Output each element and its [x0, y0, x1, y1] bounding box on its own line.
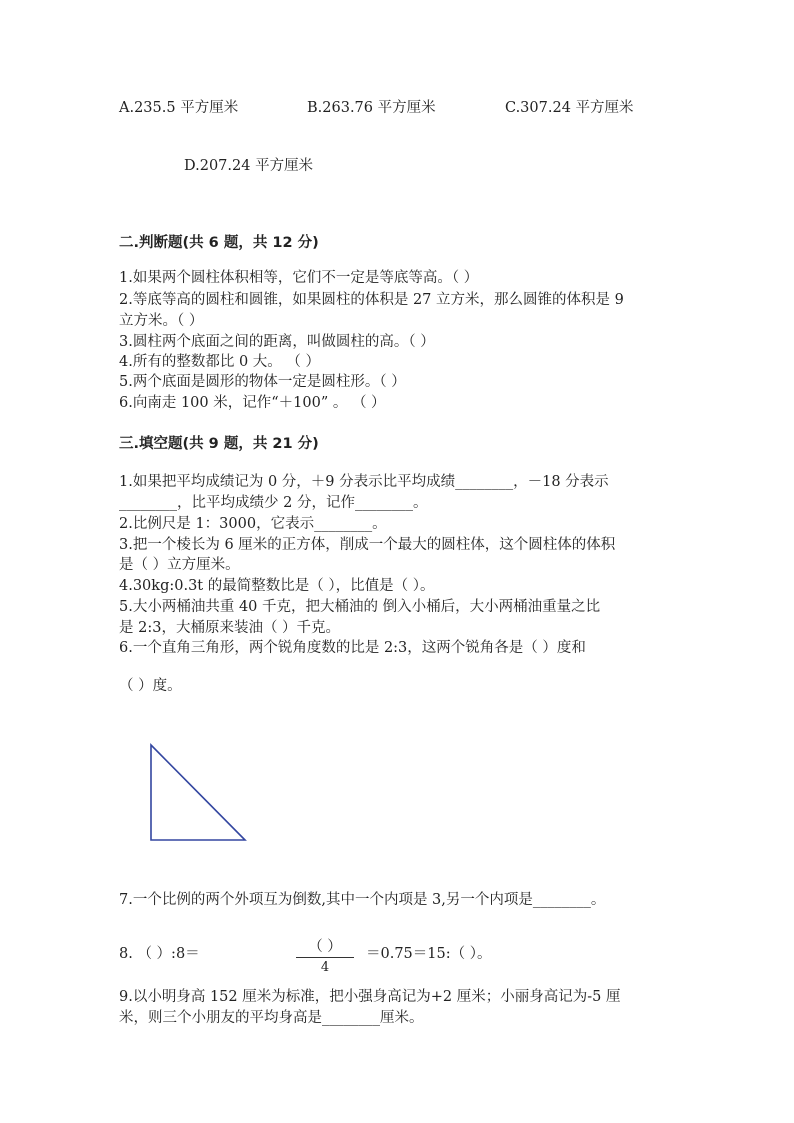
fill-item-1: 1.如果把平均成绩记为 0 分，＋9 分表示比平均成绩________，－18 分表示: [119, 474, 609, 490]
judge-item-6: 6.向南走 100 米，记作“＋100” 。 （ ）: [119, 395, 386, 411]
judge-item-3: 3.圆柱两个底面之间的距离，叫做圆柱的高。（ ）: [119, 334, 435, 350]
fill-item-8-left: 8. （ ）:8＝: [119, 946, 200, 962]
fill-item-2: 2.比例尺是 1：3000，它表示________。: [119, 516, 387, 532]
fill-item-9: 9.以小明身高 152 厘米为标准，把小强身高记为+2 厘米；小丽身高记为-5 厘: [119, 989, 621, 1005]
right-triangle-figure: [145, 740, 255, 846]
fill-item-9-cont: 米，则三个小朋友的平均身高是________厘米。: [119, 1010, 424, 1026]
fill-item-5: 5.大小两桶油共重 40 千克，把大桶油的 倒入小桶后，大小两桶油重量之比: [119, 599, 601, 615]
fill-item-3-cont: 是（ ）立方厘米。: [119, 557, 240, 573]
fill-item-6: 6.一个直角三角形，两个锐角度数的比是 2:3，这两个锐角各是（ ）度和: [119, 640, 586, 656]
judge-item-5: 5.两个底面是圆形的物体一定是圆柱形。（ ）: [119, 374, 406, 390]
fraction-numerator: （ ）: [308, 939, 342, 955]
option-a: A.235.5 平方厘米: [119, 100, 239, 116]
fraction-bar: [296, 957, 354, 958]
judge-item-4: 4.所有的整数都比 0 大。 （ ）: [119, 354, 320, 370]
fill-item-6-cont: （ ）度。: [119, 678, 182, 694]
option-c: C.307.24 平方厘米: [505, 100, 634, 116]
fill-item-7: 7.一个比例的两个外项互为倒数,其中一个内项是 3,另一个内项是________。: [119, 892, 606, 908]
section-3-title: 三.填空题(共 9 题，共 21 分): [119, 436, 319, 452]
judge-item-2: 2.等底等高的圆柱和圆锥，如果圆柱的体积是 27 立方米，那么圆锥的体积是 9: [119, 292, 624, 308]
judge-item-2-cont: 立方米。（ ）: [119, 313, 204, 329]
fill-item-3: 3.把一个棱长为 6 厘米的正方体，削成一个最大的圆柱体，这个圆柱体的体积: [119, 537, 616, 553]
judge-item-1: 1.如果两个圆柱体积相等，它们不一定是等底等高。（ ）: [119, 270, 479, 286]
section-2-title: 二.判断题(共 6 题，共 12 分): [119, 235, 319, 251]
triangle-shape: [151, 745, 245, 840]
fill-item-4: 4.30kg:0.3t 的最简整数比是（ ），比值是（ ）。: [119, 578, 435, 594]
fraction: [296, 938, 354, 976]
option-b: B.263.76 平方厘米: [307, 100, 436, 116]
fraction-denominator: 4: [320, 960, 330, 975]
fill-item-8-right: ＝0.75＝15:（ ）。: [366, 946, 492, 962]
fill-item-1-cont: ________，比平均成绩少 2 分，记作________。: [119, 495, 428, 511]
option-d: D.207.24 平方厘米: [184, 158, 314, 174]
fill-item-5-cont: 是 2:3，大桶原来装油（ ）千克。: [119, 620, 341, 636]
